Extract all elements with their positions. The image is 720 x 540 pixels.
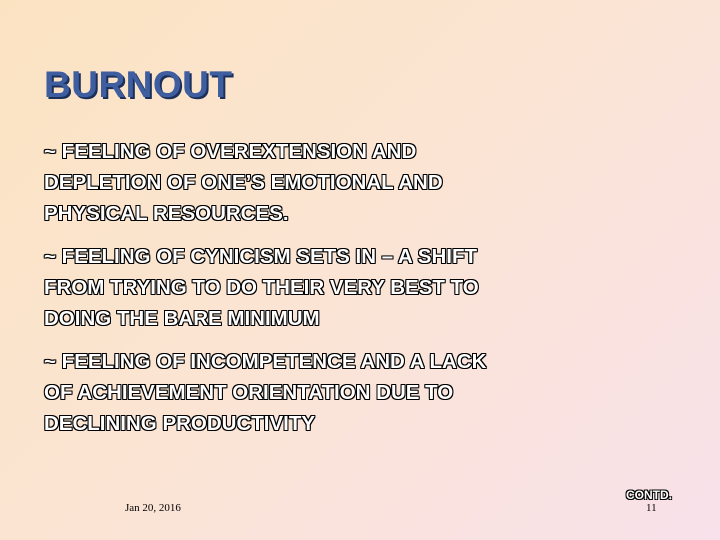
footer-date: Jan 20, 2016 <box>125 502 181 514</box>
slide-title: BURNOUT <box>44 64 233 105</box>
contd-label: CONTD. <box>626 488 672 502</box>
bullet-cynicism: ~ FEELING OF CYNICISM SETS IN – A SHIFT FROM TRYING TO DO THEIR VERY BEST TO DOING THE BARE MINIMUM <box>44 245 479 330</box>
footer-page-number: 11 <box>646 502 657 514</box>
bullet-incompetence: ~ FEELING OF INCOMPETENCE AND A LACK OF ACHIEVEMENT ORIENTATION DUE TO DECLINING PRODUCTIVITY <box>44 350 487 435</box>
bullet-list <box>44 136 684 451</box>
bullet-overextension: ~ FEELING OF OVEREXTENSION AND DEPLETION OF ONE’S EMOTIONAL AND PHYSICAL RESOURCES. <box>44 140 443 225</box>
